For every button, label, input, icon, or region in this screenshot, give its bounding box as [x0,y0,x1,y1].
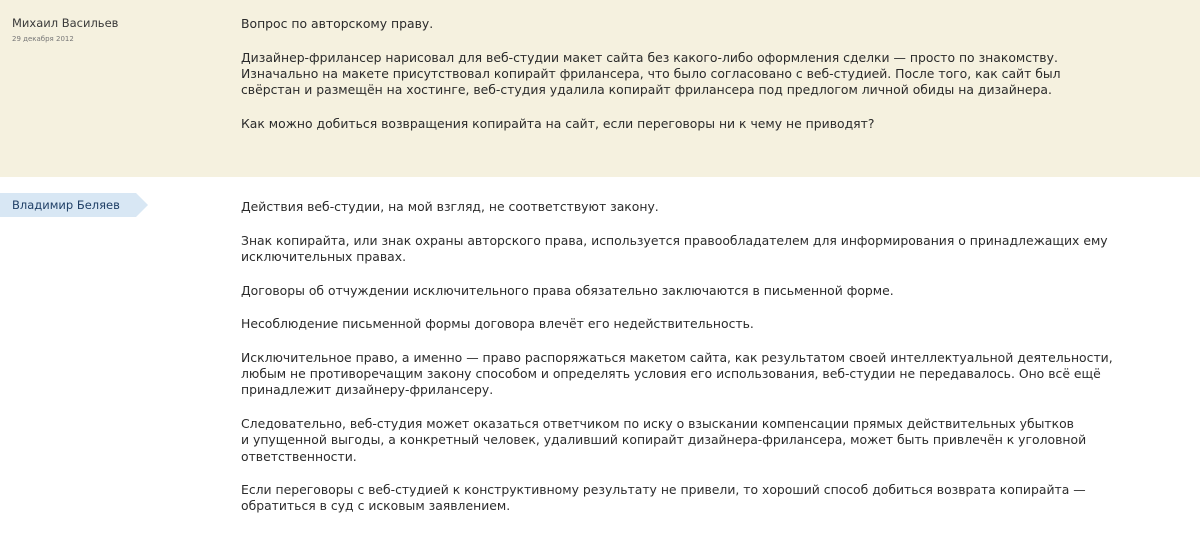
answer-paragraph: Знак копирайта, или знак охраны авторского права, используется правообладателем для информирования о принадлежащих ему исключительных правах. [241,232,1108,264]
question-paragraph: Дизайнер-фрилансер нарисовал для веб-студии макет сайта без какого-либо оформления сделки — просто по знакомству. Изначально на макете присутствовал копирайт фрилансера, что было согласовано с веб-студией. После того, как сайт был свёрстан и размещён на хостинге, веб-студия удалила копирайт фрилансера под предлогом личной обиды на дизайнера. [241,49,1061,98]
question-paragraph: Вопрос по авторскому праву. [241,16,434,31]
answer-paragraph: Если переговоры с веб-студией к конструктивному результату не привели, то хороший способ добиться возврата копирайта — обратиться в суд с исковым заявлением. [241,482,1086,514]
answer-text [241,199,1161,532]
answer-paragraph: Договоры об отчуждении исключительного права обязательно заключаются в письменной форме. [241,282,894,298]
answer-paragraph: Исключительное право, а именно — право распоряжаться макетом сайта, как результатом своей интеллектуальной деятельности, любым не противоречащим закону способом и определять условия его использования, веб-студии не передавалось. Оно всё ещё принадлежит дизайнеру-фрилансеру. [241,350,1113,398]
question-text [241,16,1161,150]
question-date: 29 декабря 2012 [12,35,74,43]
answer-author[interactable]: Владимир Беляев [12,198,120,212]
answer-author-tag [0,193,136,217]
question-block [0,0,1200,177]
answer-paragraph: Следовательно, веб-студия может оказаться ответчиком по иску о взыскании компенсации прямых действительных убытков и упущенной выгоды, а конкретный человек, удаливший копирайт дизайнера-фрилансера, может быть привлечён к уголовной ответственности. [241,416,1087,464]
question-author[interactable]: Михаил Васильев [12,16,119,30]
question-paragraph: Как можно добиться возвращения копирайта на сайт, если переговоры ни к чему не приводят? [241,115,875,131]
answer-paragraph: Несоблюдение письменной формы договора влечёт его недействительность. [241,316,754,332]
answer-paragraph: Действия веб-студии, на мой взгляд, не соответствуют закону. [241,199,659,214]
